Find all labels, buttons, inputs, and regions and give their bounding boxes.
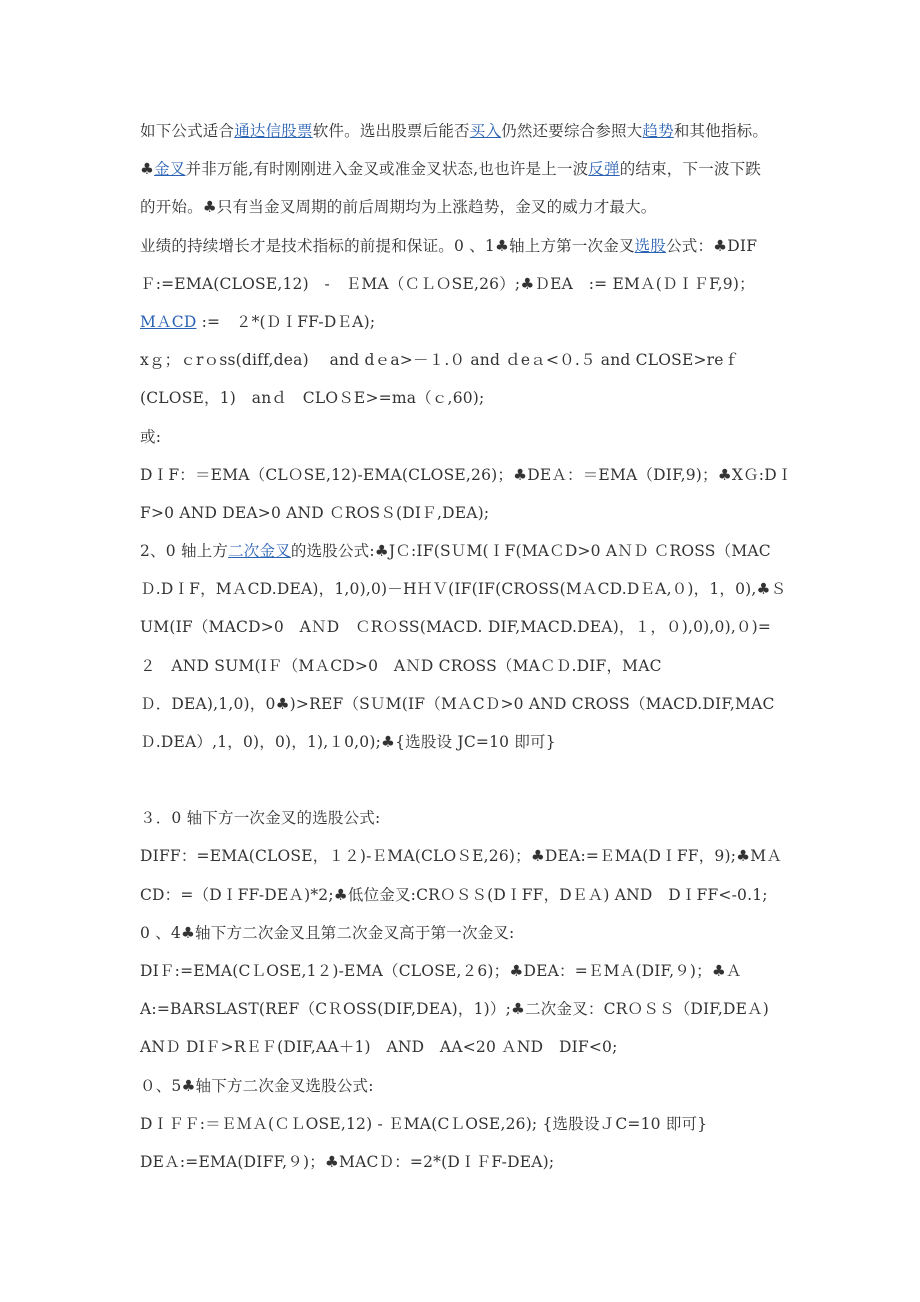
text-line [140,1109,800,1147]
text-line [140,574,800,612]
text-run: 并非万能,有时刚刚进入金叉或准金叉状态,也也许是上一波 [185,160,589,179]
text-run: F>0 AND DEA>0 AND ＣROSＳ(DIＦ,DEA); [140,503,490,522]
text-run: := ２*(ＤＩFF-DＥA); [196,312,376,331]
text-run: A:=BARSLAST(REF（CＲOSS(DIF,DEA)，1)）;♣二次金叉：CRＯＳＳ（DIF,DEＡ) [140,1000,770,1019]
hyperlink[interactable]: MＡCD [140,312,197,331]
text-line [140,727,800,765]
blank-line [140,765,800,803]
text-line [140,269,800,307]
text-line [140,154,800,192]
text-line [140,956,800,994]
text-run: 或: [140,427,162,446]
hyperlink[interactable]: 二次金叉 [228,542,291,561]
text-line [140,460,800,498]
text-run: DＩF：＝EMA（CLＯSE,12)-EMA(CLOSE,26)；♣DEＡ：＝EMA（DIF,9)；♣XＧ:DＩ [140,465,793,484]
text-line [140,422,800,460]
text-run: Ｄ．DEA),1,0)，0♣)>REF（SＵM(IF（MＡCＤ>0 AND CROSS（MACD.DIF,MAC [140,694,775,713]
text-run: 业绩的持续增长才是技术指标的前提和保证。0 、1♣轴上方第一次金叉 [140,236,635,255]
text-line [140,880,800,918]
text-line [140,689,800,727]
text-run: ０、5♣轴下方二次金叉选股公式: [140,1076,374,1095]
text-run: ３．0 轴下方一次金叉的选股公式: [140,809,381,828]
text-run: 和其他指标。 [673,122,769,140]
text-line [140,498,800,536]
text-line [140,116,800,154]
text-run: (CLOSE，1) anｄ CLOＳE>=ma（ｃ,60); [140,389,485,408]
hyperlink[interactable]: 金叉 [154,160,186,179]
hyperlink[interactable]: 通达信股票 [234,122,313,140]
text-run: 的选股公式:♣JＣ:IF(SＵM(ＩF(MAＣD>0 AＮＤ ＣROSS（MAC [290,542,771,561]
text-run: Ｆ:=EMA(CLOSE,12) - ＥMA（ＣＬＯSE,26）;♣ＤEA := EMＡ(ＤＩＦF,9)； [140,274,755,293]
text-line [140,612,800,650]
text-run: DIＦ:=EMA(CＬOSE,1２)-EMA（CLOSE,２6)；♣DEA：=ＥMＡ(DIF,９)；♣Ａ [140,961,742,980]
text-run: xｇ；ｃrｏss(diff,dea) and dｅa>－１.０ and ｄeａ<０.５ and CLOSE>reｆ [140,351,740,370]
text-line [140,1071,800,1109]
text-line [140,994,800,1032]
text-run: 0 、4♣轴下方二次金叉且第二次金叉高于第一次金叉: [140,923,515,942]
text-run: 的结束，下一波下跌 [619,160,761,179]
text-run: DEＡ:=EMA(DIFF,９)；♣MACＤ：=2*(DＩＦF-DEA); [140,1152,555,1171]
text-run: CD：=（DＩFF-DEＡ)*2;♣低位金叉:CRＯＳＳ(DＩFF，DＥＡ) AND DＩFF<-0.1; [140,885,768,904]
text-line [140,345,800,383]
text-run: DIFF：=EMA(CLOSE，１２)-ＥMA(CLOＳE,26)；♣DEA:=ＥMA(DＩFF，9);♣MＡ [140,847,783,866]
text-line [140,803,800,841]
text-run: ♣ [140,160,155,179]
text-run: UM(IF（MACD>0 AＮD ＣRＯSS(MACD. DIF,MACD.DEA)，１，０),0),0),０)= [140,618,772,637]
text-line [140,536,800,574]
text-run: Ｄ.DEA）,1，0)，0)，1),１0,0);♣{选股设 JC=10 即可} [140,733,556,751]
hyperlink[interactable]: 反弹 [588,160,620,179]
text-run: ANＤ DIＦ>RＥＦ(DIF,AA＋1) AND AA<20 ＡND DIF<0; [140,1038,618,1057]
text-run: 的开始。♣只有当金叉周期的前后周期均为上涨趋势，金叉的威力才最大。 [140,198,657,217]
text-run: 2、0 轴上方 [140,542,229,561]
text-line [140,1032,800,1070]
hyperlink[interactable]: 选股 [634,236,667,255]
text-run: DＩＦＦ:＝ＥＭＡ(ＣＬOSE,12) - ＥMA(CＬOSE,26); {选股设ＪC=10 即可} [140,1114,708,1133]
text-line [140,918,800,956]
text-line [140,307,800,345]
text-line [140,841,800,879]
hyperlink[interactable]: 趋势 [642,122,674,140]
text-run: 软件。选出股票后能否 [312,122,470,140]
text-run: Ｄ.DＩF，MＡCD.DEA)，1,0),0)－HＨＶ(IF(IF(CROSS(MＡCD.DＥA,０)，1，0),♣Ｓ [140,580,787,599]
text-line [140,383,800,421]
hyperlink[interactable]: 买入 [469,122,502,140]
text-run: ２ AND SUM(IＦ（MＡCD>0 AＮD CROSS（MAＣＤ.DIF，MAC [140,656,662,675]
text-line [140,1147,800,1185]
text-line [140,651,800,689]
text-line [140,231,800,269]
text-run: 如下公式适合 [140,122,235,140]
text-line [140,192,800,230]
text-run: 公式：♣DIF [666,236,758,255]
document-body [140,116,800,1185]
text-run: 仍然还要综合参照大 [501,122,643,140]
